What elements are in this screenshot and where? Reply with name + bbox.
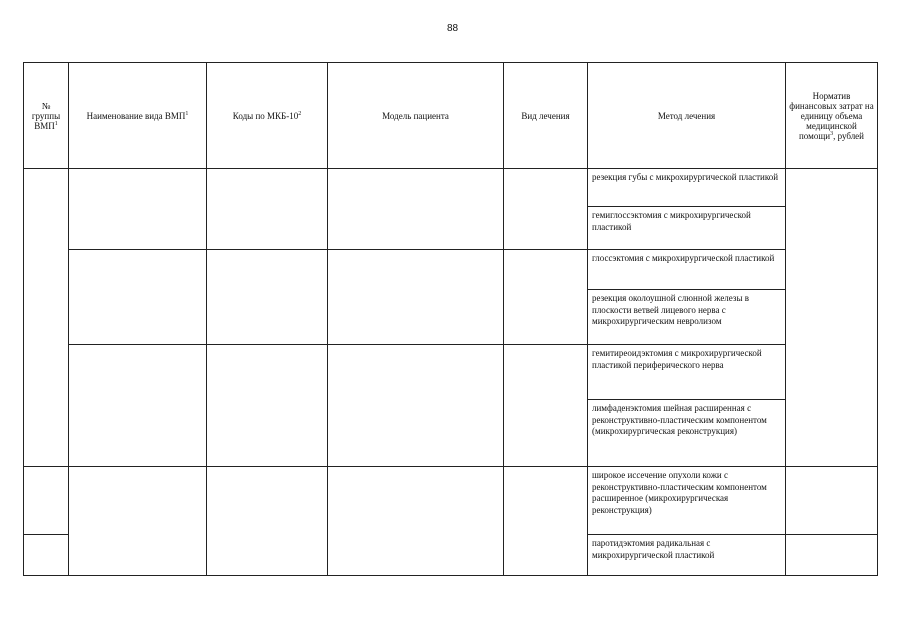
patient-model-cell xyxy=(328,250,504,345)
vmp-name-cell xyxy=(69,345,207,467)
method-cell: лимфаденэктомия шейная расширенная с реконструктивно-пластическим компонентом (микрохирургическая реконструкция) xyxy=(588,400,786,467)
header-icd-codes: Коды по МКБ-$10^2$ xyxy=(207,63,328,169)
header-norm-cost: Норматив финансовых затрат на единицу объема медицинской помощи$^3$, рублей xyxy=(786,63,878,169)
table-row xyxy=(24,345,878,400)
method-cell: паротидэктомия радикальная с микрохирургической пластикой xyxy=(588,535,786,576)
icd-codes-cell xyxy=(207,345,328,467)
icd-codes-cell xyxy=(207,169,328,250)
method-cell: резекция губы с микрохирургической пластикой xyxy=(588,169,786,207)
method-cell: гемиглоссэктомия с микрохирургической пластикой xyxy=(588,207,786,250)
header-row xyxy=(24,63,878,169)
method-cell: резекция околоушной слюнной железы в плоскости ветвей лицевого нерва с микрохирургическим невролизом xyxy=(588,290,786,345)
group-no-cell xyxy=(24,535,69,576)
icd-codes-cell xyxy=(207,467,328,576)
header-patient-model: Модель пациента xyxy=(328,63,504,169)
treatment-type-cell xyxy=(504,169,588,250)
header-group-no: № группы ВМП$^1$ xyxy=(24,63,69,169)
norm-cost-cell xyxy=(786,169,878,467)
icd-codes-cell xyxy=(207,250,328,345)
method-cell: гемитиреоидэктомия с микрохирургической пластикой периферического нерва xyxy=(588,345,786,400)
header-treatment-type: Вид лечения xyxy=(504,63,588,169)
table-row xyxy=(24,467,878,535)
patient-model-cell xyxy=(328,169,504,250)
treatment-type-cell xyxy=(504,250,588,345)
norm-cost-cell xyxy=(786,535,878,576)
patient-model-cell xyxy=(328,345,504,467)
page-number: 88 xyxy=(446,23,459,34)
treatment-type-cell xyxy=(504,467,588,576)
method-cell: глоссэктомия с микрохирургической пластикой xyxy=(588,250,786,290)
vmp-name-cell xyxy=(69,169,207,250)
header-treatment-method: Метод лечения xyxy=(588,63,786,169)
vmp-name-cell xyxy=(69,250,207,345)
vmp-name-cell xyxy=(69,467,207,576)
patient-model-cell xyxy=(328,467,504,576)
table-row xyxy=(24,169,878,207)
group-no-cell xyxy=(24,169,69,467)
method-cell: широкое иссечение опухоли кожи с реконструктивно-пластическим компонентом расширенное (микрохирургическая реконструкция) xyxy=(588,467,786,535)
table-row xyxy=(24,250,878,290)
header-vmp-name: Наименование вида ВМП$^1$ xyxy=(69,63,207,169)
norm-cost-cell xyxy=(786,467,878,535)
treatment-type-cell xyxy=(504,345,588,467)
group-no-cell xyxy=(24,467,69,535)
vmp-table xyxy=(23,62,878,576)
